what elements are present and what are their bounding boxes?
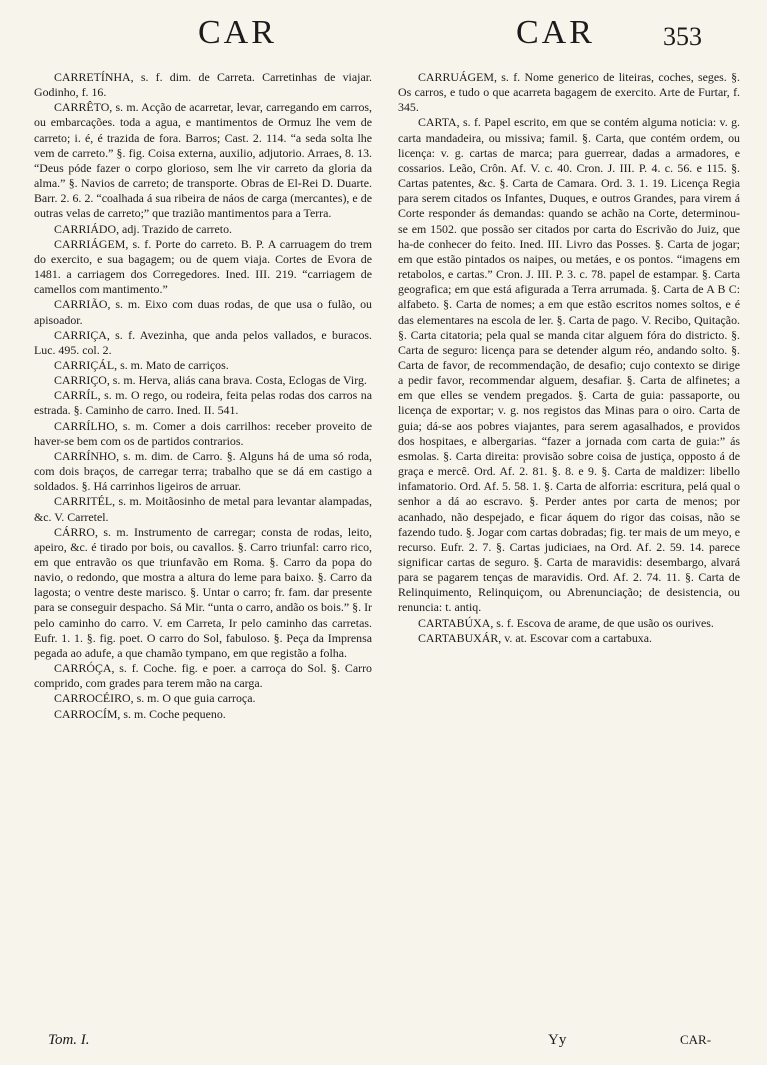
entry-carrocim: CARROCÍM, s. m. Coche pequeno.	[54, 706, 226, 721]
volume-label: Tom. I.	[48, 1032, 90, 1048]
entry-carrical: CARRIÇÁL, s. m. Mato de carriços.	[54, 357, 229, 372]
entry-carrica: CARRIÇA, s. f. Avezinha, que anda pelos vallados, e buracos. Luc. 495. col. 2.	[34, 327, 372, 357]
entry-carro: CÁRRO, s. m. Instrumento de carregar; consta de rodas, leito, apeiro, &c. é tirado por bois, ou cavallos. §. Carro triunfal: carro rico, em que entravão os que triunfavão em Roma. §. Carro da popa do navio, o redondo, que mostra a altura do leme para baixo. §. Carro da lagosta; o ventre deste marisco. §. Untar o carro; fr. fam. dar presente para se conseguir despacho. Sá Mir. “unta o carro, andão os bois.” §. Ir pelo caminho do carro. V. em Carreta, Ir pelo caminho das carretas. Eufr. 1. 1. §. fig. poet. O carro do Sol, fabuloso. §. Peça da Imprensa pegada ao adufe, a que chamão tympano, em que registão a folha.	[34, 524, 372, 660]
entry-carta: CARTA, s. f. Papel escrito, em que se contém alguma noticia: v. g. carta mandadeira, ou missiva; famil. §. Carta, que contém ordem, ou licença: v. g. cartas de marca; para guerrear, dadas a armadores, e cossarios. Leão, Crôn. Af. V. c. 40. Cron. J. III. P. 4. c. 56. e 115. §. Cartas patentes, &c. §. Carta de Camara. Ord. 3. 1. 19. Licença Regia para serem citados os Infantes, Duques, e outros Grandes, para virem á Corte responder ás demandas: quando se achão na Corte, determinou-se em 1502. que possão ser citados por carta do Escrivão do Juiz, que ha-de conhecer do feito. Ined. III. Livro das Posses. §. Carta de jogar; em que estão pintados os naipes, ou metáes, e os pontos. “imagens em retabolos, e cartas.” Cron. J. III. P. 3. c. 78. papel de estampar. §. Carta geografica; em que está afigurada a Terra arrumada. §. Carta de A B C: alfabeto. §. Carta de nomes; a em que estão escritos nomes soltos, e é das elementares na escola de ler. §. Carta de pago. V. Recibo, Quitação. §. Carta citatoria; pela qual se manda citar alguem fóra do districto. §. Carta de seguro: licença para se detender algum réo, andando solto. §. Carta de favor, de recommendação, de desafio; cujo contexto se dirige a pedir favor, recommendar alguem, desafiar. §. Carta de alfinetes; a em que elles se vendem pregados. §. Carta de guia: passaporte, ou licença de exportar; v. g. nos registos das Minas para o oiro. Carta de guia; dá-se aos pobres viajantes, para serem agasalhados, e providos dos hospitaes, e albergarias. “fazer a jornada com carta de guia:” ás esmolas. §. Carta direita: provisão sobre coisa de justiça, opposto á de graça e mercê. Ord. Af. 2. 81. §. 8. e 9. §. Carta de maldizer: libello infamatorio. Ord. Af. 5. 58. 1. §. Carta de alforria: escritura, pelá qual o senhor a dá ao escravo. §. Perder antes por carta de menos; por acanhado, não despejado, e ficar áquem do rigor das coisas, não se fazendo tudo. §. Jogar com cartas dobradas; fig. ter mais de um meyo, e recurso. Eufr. 2. 7. §. Cartas judiciaes, na Ord. Af. 2. 59. 14. parece significar cartas de seguro. §. Carta de maravidis: desembargo, alvará para se pagarem tenças de maravidis. Ord. Af. 2. 74. 11. §. Carta de Relinquimento, Relinquiçom, ou Abrenunciação; de desistencia, ou renuncia: t. antiq.	[398, 115, 740, 615]
entry-carruagem: CARRUÁGEM, s. f. Nome generico de liteiras, coches, seges. §. Os carros, e tudo o que acarreta bagagem de exercito. Arte de Furtar, f. 345.	[398, 70, 740, 115]
entry-carriado: CARRIÁDO, adj. Trazido de carreto.	[54, 221, 232, 236]
entry-carretinha: CARRETÍNHA, s. f. dim. de Carreta. Carretinhas de viajar. Godinho, f. 16.	[34, 70, 372, 100]
entry-cartabuxar: CARTABUXÁR, v. at. Escovar com a cartabuxa.	[418, 630, 652, 645]
entry-carriagem: CARRIÁGEM, s. f. Porte do carreto. B. P. A carruagem do trem do exercito, e sua bagagem; ou de quem viaja. Cortes de Evora de 1481. a carriagem dos Corregedores. Ined. III. 219. “carriagem de camellos com mantimento.”	[34, 236, 372, 297]
entry-carriao: CARRIÃO, s. m. Eixo com duas rodas, de que usa o fulão, ou apisoador.	[34, 297, 372, 327]
entry-carrinho: CARRÍNHO, s. m. dim. de Carro. §. Alguns há de uma só roda, com dois braços, de carregar terra; trabalho que se dá em castigo a soldados. §. Há carrinhos ligeiros de arruar.	[34, 448, 372, 494]
running-head-right: CAR	[516, 14, 595, 51]
entry-cartabuxa: CARTABÚXA, s. f. Escova de arame, de que usão os ourives.	[418, 615, 714, 630]
catchword: CAR-	[680, 1032, 712, 1047]
running-head-left: CAR	[198, 14, 277, 51]
entry-carril: CARRÍL, s. m. O rego, ou rodeira, feita pelas rodas dos carros na estrada. §. Caminho de carro. Ined. II. 541.	[34, 388, 372, 418]
entry-carroceiro: CARROCÉIRO, s. m. O que guia carroça.	[54, 691, 256, 706]
entry-carrico: CARRIÇO, s. m. Herva, aliás cana brava. Costa, Eclogas de Virg.	[54, 373, 367, 388]
entry-carreto: CARRÊTO, s. m. Acção de acarretar, levar, carregando em carros, ou embarcações. toda a agua, e mantimentos de Ormuz lhe vem de carreto; i. é, é trazida de fora. Barros; Cast. 2. 114. “a seda solta lhe vem de carreto.” §. fig. Coisa externa, auxilio, adjutorio. Arraes, 8. 13. “Deus póde fazer o corpo glorioso, sem lhe vir carreto da gloria da alma.” §. Navios de carreto; de transporte. Obras de El-Rei D. Duarte. Barr. 2. 6. 2. “coalhada á sua ribeira de náos de carga (mercantes), e de outras velas de carreto;” que trazião mantimentos para a Terra.	[34, 100, 372, 221]
left-column	[34, 70, 372, 722]
entry-carritel: CARRITÉL, s. m. Moitãosinho de metal para levantar alampadas, &c. V. Carretel.	[34, 494, 372, 524]
right-column	[398, 70, 740, 646]
entry-carroca: CARRÓÇA, s. f. Coche. fig. e poer. a carroça do Sol. §. Carro comprido, com grades para terem mão na carga.	[34, 661, 372, 691]
page-number: 353	[663, 22, 702, 51]
entry-carrilho: CARRÍLHO, s. m. Comer a dois carrilhos: receber proveito de haver-se bem com os de partidos contrarios.	[34, 418, 372, 448]
signature-mark: Yy	[548, 1032, 567, 1048]
